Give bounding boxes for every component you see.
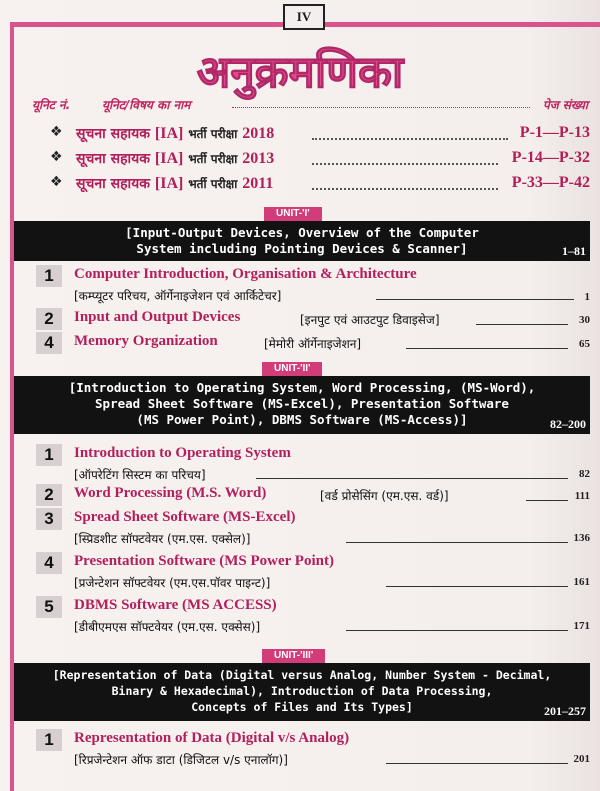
page-number: IV: [283, 4, 325, 30]
unit-pages: 82–200: [550, 417, 586, 431]
exam-year: 2011: [242, 175, 274, 192]
chapter-page: 111: [574, 490, 590, 502]
exam-suffix: भर्ती परीक्षा: [188, 177, 238, 191]
chapter-title-hindi: [वर्ड प्रोसेसिंग (एम.एस. वर्ड)]: [320, 489, 449, 503]
chapter-number: 1: [36, 729, 62, 751]
chapter-title: Memory Organization: [74, 333, 218, 349]
dot-leader: [386, 586, 568, 587]
diamond-bullet-icon: ❖: [50, 124, 63, 140]
diamond-bullet-icon: ❖: [50, 149, 63, 165]
chapter-title: Input and Output Devices: [74, 309, 241, 325]
chapter-entry: [36, 508, 590, 548]
unit-tag: UNIT-'III': [262, 649, 325, 663]
chapter-page: 201: [573, 753, 590, 765]
exam-label: सूचना सहायक: [76, 176, 151, 192]
chapter-title-hindi: [कम्प्यूटर परिचय, ऑर्गेनाइजेशन एवं आर्किटेचर]: [74, 289, 282, 303]
unit-summary-line: (MS Power Point), DBMS Software (MS-Access)]: [136, 412, 468, 427]
chapter-page: 30: [579, 314, 590, 326]
chapter-number: 4: [36, 552, 62, 574]
dot-leader: [476, 324, 568, 325]
dot-leader: [312, 188, 498, 190]
chapter-title-hindi: [इनपुट एवं आउटपुट डिवाइसेज]: [300, 313, 440, 327]
unit-summary-line: [Representation of Data (Digital versus Analog, Number System - Decimal,: [52, 668, 552, 682]
dot-leader: [526, 500, 568, 501]
chapter-entry: [36, 265, 590, 305]
exam-suffix: भर्ती परीक्षा: [188, 152, 238, 166]
dot-leader: [386, 763, 568, 764]
chapter-entry: [36, 308, 590, 332]
exam-label: सूचना सहायक: [76, 151, 151, 167]
chapter-number: 3: [36, 508, 62, 530]
chapter-title-hindi: [प्रजेन्टेशन सॉफ्टवेयर (एम.एस.पॉवर पाइन्ट)]: [74, 576, 271, 590]
unit-summary-line: [Introduction to Operating System, Word Processing, (MS-Word),: [68, 380, 536, 395]
unit-tag: UNIT-'I': [264, 207, 322, 221]
unit-summary-line: Concepts of Files and Its Types]: [191, 700, 413, 714]
exam-code: [IA]: [154, 175, 184, 192]
exam-row: [50, 174, 590, 196]
chapter-number: 1: [36, 265, 62, 287]
subject-header: यूनिट/विषय का नाम: [102, 98, 191, 112]
chapter-page: 82: [579, 468, 590, 480]
chapter-title: Computer Introduction, Organisation & Architecture: [74, 266, 417, 282]
chapter-number: 4: [36, 332, 62, 354]
chapter-title: Representation of Data (Digital v/s Analog): [74, 730, 350, 746]
chapter-page: 161: [573, 576, 590, 588]
unit-tag: UNIT-'II': [262, 362, 322, 376]
dot-leader: [406, 348, 568, 349]
exam-row: [50, 124, 590, 146]
exam-label: सूचना सहायक: [76, 126, 151, 142]
dot-leader: [312, 163, 498, 165]
page-title: अनुक्रमणिका: [196, 47, 404, 98]
page-header: पेज संख्या: [542, 98, 588, 112]
chapter-entry: [36, 332, 590, 356]
chapter-entry: [36, 444, 590, 484]
chapter-title: Word Processing (M.S. Word): [74, 485, 267, 501]
exam-pages: P-33—P-42: [511, 174, 590, 191]
chapter-page: 136: [573, 532, 590, 544]
column-header-row: [32, 96, 600, 112]
chapter-number: 2: [36, 484, 62, 506]
diamond-bullet-icon: ❖: [50, 174, 63, 190]
chapter-title-hindi: [डीबीएमएस सॉफ्टवेयर (एम.एस. एक्सेस)]: [74, 620, 261, 634]
chapter-entry: [36, 552, 590, 592]
unit-pages: 1–81: [562, 244, 586, 258]
unit-no-header: यूनिट नं.: [32, 98, 71, 112]
chapter-number: 2: [36, 308, 62, 330]
exam-code: [IA]: [154, 125, 184, 142]
chapter-page: 1: [584, 291, 590, 303]
exam-year: 2018: [242, 125, 275, 142]
chapter-title: Presentation Software (MS Power Point): [74, 553, 334, 569]
header-rule: [232, 107, 530, 108]
chapter-title-hindi: [ऑपरेटिंग सिस्टम का परिचय]: [74, 468, 206, 482]
unit-summary-box: [14, 221, 590, 261]
exam-suffix: भर्ती परीक्षा: [188, 127, 238, 141]
chapter-page: 65: [579, 338, 590, 350]
chapter-title-hindi: [मेमोरी ऑर्गेनाइजेशन]: [264, 337, 362, 351]
exam-pages: P-14—P-32: [511, 149, 590, 166]
chapter-title: Spread Sheet Software (MS-Excel): [74, 509, 296, 525]
dot-leader: [256, 478, 568, 479]
exam-pages: P-1—P-13: [519, 124, 590, 141]
dot-leader: [376, 299, 574, 300]
chapter-entry: [36, 484, 590, 508]
unit-summary-box: [14, 663, 590, 721]
exam-code: [IA]: [154, 150, 184, 167]
unit-summary-line: System including Pointing Devices & Scanner]: [136, 241, 468, 256]
chapter-page: 171: [573, 620, 590, 632]
unit-summary-box: [14, 376, 590, 434]
chapter-title: DBMS Software (MS ACCESS): [74, 597, 277, 613]
chapter-number: 1: [36, 444, 62, 466]
unit-summary-line: [Input-Output Devices, Overview of the Computer: [125, 225, 479, 240]
unit-summary-line: Spread Sheet Software (MS-Excel), Presentation Software: [95, 396, 509, 411]
exam-year: 2013: [242, 150, 275, 167]
chapter-title: Introduction to Operating System: [74, 445, 291, 461]
dot-leader: [312, 138, 508, 140]
chapter-title-hindi: [रिप्रजेन्टेशन ऑफ डाटा (डिजिटल v/s एनालॉग)]: [74, 753, 288, 767]
chapter-entry: [36, 596, 590, 636]
dot-leader: [346, 542, 568, 543]
unit-pages: 201–257: [544, 704, 586, 718]
chapter-number: 5: [36, 596, 62, 618]
dot-leader: [346, 630, 568, 631]
exam-row: [50, 149, 590, 171]
unit-summary-line: Binary & Hexadecimal), Introduction of Data Processing,: [111, 684, 493, 698]
chapter-title-hindi: [स्प्रिडशीट सॉफ्टवेयर (एम.एस. एक्सेल)]: [74, 532, 251, 546]
chapter-entry: [36, 729, 590, 771]
